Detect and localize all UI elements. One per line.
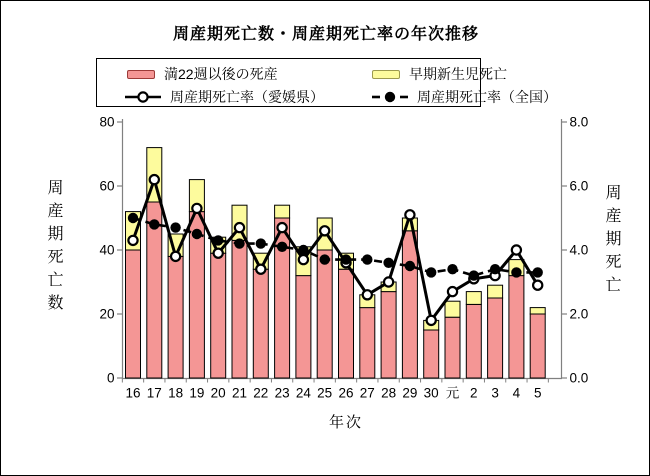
national-rate-marker <box>128 213 138 223</box>
right-axis-tick-label: 4.0 <box>569 242 589 258</box>
national-rate-marker <box>341 254 351 264</box>
x-axis-category-label: 23 <box>274 385 290 401</box>
national-rate-marker <box>149 219 159 229</box>
ehime-rate-marker <box>512 245 521 254</box>
ehime-rate-marker <box>320 226 329 235</box>
x-axis-category-label: 22 <box>253 385 269 401</box>
x-axis-category-label: 5 <box>533 385 542 401</box>
x-axis-category-label: 21 <box>231 385 248 401</box>
right-axis-tick-label: 0.0 <box>569 370 589 386</box>
ehime-rate-marker <box>363 290 372 299</box>
ehime-rate-marker <box>171 252 180 261</box>
bar-stillbirth-segment <box>530 314 545 378</box>
national-rate-marker <box>170 222 180 232</box>
national-rate-marker <box>383 258 393 268</box>
national-rate-marker <box>277 242 287 252</box>
national-rate-marker <box>234 238 244 248</box>
national-rate-marker <box>362 254 372 264</box>
ehime-rate-marker <box>448 287 457 296</box>
x-axis-category-label: 3 <box>491 385 499 401</box>
legend-label-national: 周産期死亡率（全国） <box>417 89 557 105</box>
x-axis-category-label: 17 <box>146 385 162 401</box>
legend-label-stillbirth: 満22週以後の死産 <box>164 66 278 82</box>
bar-stillbirth-segment <box>126 250 141 378</box>
chart-title: 周産期死亡数・周産期死亡率の年次推移 <box>172 26 479 43</box>
bar-stillbirth-segment <box>488 298 503 378</box>
bar-stillbirth-segment <box>317 250 332 378</box>
national-rate-marker <box>320 254 330 264</box>
right-axis-tick-label: 8.0 <box>569 114 589 130</box>
right-axis-title: 周産期死亡 <box>603 184 620 299</box>
national-rate-marker <box>405 261 415 271</box>
x-axis-category-label: 19 <box>189 385 205 401</box>
ehime-rate-marker <box>427 316 436 325</box>
x-axis-category-label: 26 <box>338 385 354 401</box>
bar-stillbirth-segment <box>360 308 375 378</box>
bar-neonatal-segment <box>488 285 503 298</box>
left-axis-tick-label: 80 <box>99 114 115 130</box>
left-axis-tick-label: 0 <box>106 370 115 386</box>
left-axis-tick-label: 40 <box>99 242 115 258</box>
x-axis-category-label: 元 <box>445 385 460 401</box>
plot-area <box>1 1 650 476</box>
bar-stillbirth-segment <box>509 276 524 378</box>
bar-stillbirth-segment <box>232 240 247 378</box>
legend-label-neonatal: 早期新生児死亡 <box>409 66 507 82</box>
bar-stillbirth-segment <box>466 304 481 378</box>
left-axis-tick-label: 60 <box>99 178 115 194</box>
ehime-rate-marker <box>278 223 287 232</box>
national-rate-marker <box>298 245 308 255</box>
ehime-rate-marker <box>299 255 308 264</box>
ehime-rate-marker <box>128 236 137 245</box>
x-axis-category-label: 16 <box>125 385 141 401</box>
ehime-rate-marker <box>192 204 201 213</box>
national-rate-marker <box>533 267 543 277</box>
national-rate-marker <box>447 264 457 274</box>
x-axis-category-label: 4 <box>512 385 521 401</box>
x-axis-category-label: 28 <box>381 385 397 401</box>
bar-stillbirth-segment <box>424 330 439 378</box>
ehime-rate-marker <box>214 249 223 258</box>
bar-stillbirth-segment <box>296 276 311 378</box>
x-axis-category-label: 2 <box>470 385 478 401</box>
x-axis-category-label: 20 <box>210 385 226 401</box>
national-rate-marker <box>490 264 500 274</box>
national-rate-marker <box>469 270 479 280</box>
bar-stillbirth-segment <box>253 269 268 378</box>
national-rate-marker <box>511 267 521 277</box>
national-rate-marker <box>213 235 223 245</box>
bar-stillbirth-segment <box>402 231 417 378</box>
left-axis-tick-label: 20 <box>99 306 115 322</box>
x-axis-category-label: 18 <box>168 385 184 401</box>
x-axis-category-label: 24 <box>295 385 311 401</box>
ehime-rate-marker <box>384 277 393 286</box>
x-axis-category-label: 25 <box>317 385 333 401</box>
legend-label-ehime: 周産期死亡率（愛媛県） <box>170 89 324 105</box>
x-axis-category-label: 29 <box>402 385 418 401</box>
ehime-rate-marker <box>405 210 414 219</box>
ehime-rate-marker <box>235 223 244 232</box>
bar-neonatal-segment <box>466 292 481 305</box>
ehime-rate-marker <box>256 265 265 274</box>
right-axis-tick-label: 6.0 <box>569 178 589 194</box>
bar-stillbirth-segment <box>381 292 396 378</box>
ehime-rate-marker <box>533 281 542 290</box>
bar-stillbirth-segment <box>211 253 226 378</box>
right-axis-tick-label: 2.0 <box>569 306 589 322</box>
bar-neonatal-segment <box>275 205 290 218</box>
ehime-rate-marker <box>150 175 159 184</box>
bar-stillbirth-segment <box>445 317 460 378</box>
x-axis-category-label: 27 <box>359 385 375 401</box>
bar-stillbirth-segment <box>339 269 354 378</box>
national-rate-marker <box>192 229 202 239</box>
national-rate-marker <box>426 267 436 277</box>
bar-stillbirth-segment <box>168 256 183 378</box>
bar-neonatal-segment <box>445 301 460 317</box>
left-axis-title: 周産期死亡数 <box>45 179 62 317</box>
x-axis-title: 年次 <box>328 414 363 431</box>
x-axis-category-label: 30 <box>423 385 439 401</box>
national-rate-marker <box>256 238 266 248</box>
bar-neonatal-segment <box>530 308 545 314</box>
